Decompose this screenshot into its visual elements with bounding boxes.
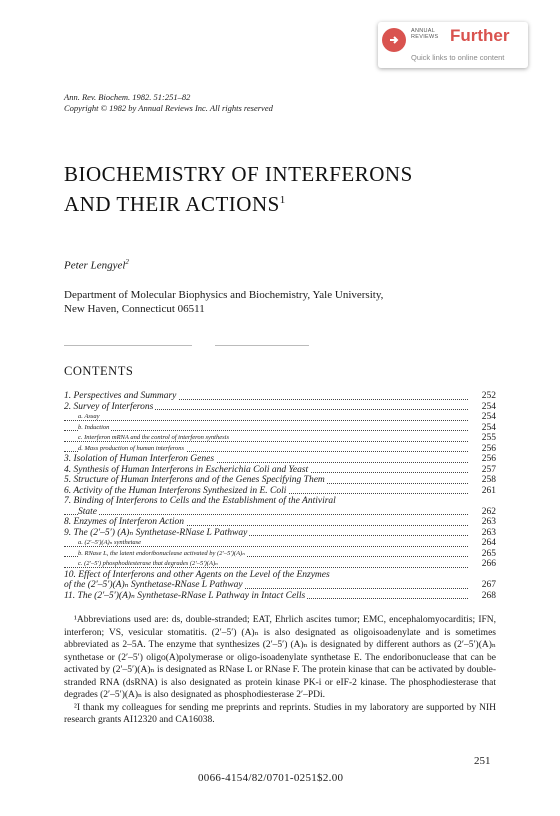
toc-entry (64, 465, 496, 476)
toc-entry (64, 454, 496, 465)
toc-entry-label: 9. The (2′–5′) (A)ₙ Synthetase-RNase L Pathway (64, 527, 248, 538)
toc-entry (64, 402, 496, 413)
toc-entry-label: 6. Activity of the Human Interferons Synthesized in E. Coli (64, 485, 287, 496)
toc-entry (64, 591, 496, 602)
toc-entry (64, 423, 496, 434)
toc-entry-page: 268 (474, 591, 496, 602)
quick-links-label: Quick links to online content (411, 53, 505, 62)
affiliation-line2: New Haven, Connecticut 06511 (64, 303, 205, 315)
toc-entry-page: 267 (474, 580, 496, 591)
toc-entry (64, 580, 496, 591)
toc-entry (64, 412, 496, 423)
toc-entry-label: 4. Synthesis of Human Interferons in Escherichia Coli and Yeast (64, 464, 309, 475)
toc-entry (64, 549, 496, 560)
toc-entry (64, 433, 496, 444)
toc-entry (64, 475, 496, 486)
toc-entry (64, 391, 496, 402)
toc-leader-dots (64, 430, 468, 431)
toc-entry (64, 507, 496, 518)
toc-entry (64, 496, 496, 507)
toc-entry (64, 559, 496, 570)
toc-entry (64, 570, 496, 581)
toc-entry (64, 486, 496, 497)
toc-entry-label: c. Interferon mRNA and the control of interferon synthesis (78, 434, 229, 441)
toc-leader-dots (64, 514, 468, 515)
table-of-contents (64, 391, 496, 601)
toc-entry-page: 263 (474, 517, 496, 528)
toc-entry (64, 538, 496, 549)
footnote-1: ¹Abbreviations used are: ds, double-stranded; EAT, Ehrlich ascites tumor; EMC, encephalomyocarditis; IFN, interferon; VS, vesicular stomatitis. (2′–5′) (A)ₙ is also designated as oligoisoadenylate and is sometimes abbreviated as 2–5A. The enzyme that synthesizes (2′–5′) (A)ₙ is designated by different authors as (2′–5′)(A)ₙ synthetase or (2′–5′) oligo(A)polymerase or oligo-isoadenylate synthetase E. The endoribonuclease that can be activated by (2′–5′)(A)ₙ is designated as RNase L or RNase F. The protein kinase that can be activated by double-stranded RNA (dsRNA) is also designated as protein kinase PK-i or eIF-2 kinase. The phosphodiesterase that degrades (2′–5′)(A)ₙ is also designated as phosphodiesterase 2′–PDi. (64, 615, 496, 700)
author-footnote-mark: 2 (125, 258, 129, 266)
toc-entry-label: a. Assay (78, 413, 100, 420)
toc-entry-label: a. (2′–5′)(A)ₙ synthetase (78, 539, 142, 546)
toc-entry-page: 258 (474, 475, 496, 486)
toc-entry-label: 3. Isolation of Human Interferon Genes (64, 454, 215, 464)
toc-entry-label: d. Mass production of human interferons (78, 444, 185, 452)
toc-entry-page: 264 (474, 538, 496, 549)
affiliation-line1: Department of Molecular Biophysics and Biochemistry, Yale University, (64, 289, 384, 301)
further-label: Further (450, 26, 510, 45)
divider-left (64, 345, 192, 346)
title-line2: AND THEIR ACTIONS (64, 192, 280, 216)
citation-line1: Ann. Rev. Biochem. 1982. 51:251–82 (64, 92, 191, 102)
toc-entry (64, 517, 496, 528)
affiliation (64, 288, 383, 316)
toc-entry (64, 444, 496, 455)
toc-entry-page: 263 (474, 528, 496, 539)
toc-entry-page: 252 (474, 391, 496, 402)
divider-right (215, 345, 309, 346)
toc-entry-page: 262 (474, 507, 496, 518)
further-banner[interactable] (378, 22, 528, 68)
toc-entry-label: of the (2′–5′)(A)ₙ Synthetase-RNase L Pathway (64, 580, 243, 590)
toc-entry-page: 265 (474, 549, 496, 560)
toc-entry-label: 7. Binding of Interferons to Cells and the Establishment of the Antiviral (64, 496, 336, 506)
toc-leader-dots (64, 420, 468, 421)
article-code: 0066-4154/82/0701-0251$2.00 (198, 772, 344, 784)
toc-entry (64, 528, 496, 539)
toc-entry-label: 2. Survey of Interferons (64, 401, 154, 412)
title-line1: BIOCHEMISTRY OF INTERFERONS (64, 162, 413, 186)
toc-entry-label: 5. Structure of Human Interferons and of the Genes Specifying Them (64, 475, 325, 485)
contents-heading: CONTENTS (64, 364, 134, 378)
toc-entry-page: 254 (474, 412, 496, 423)
toc-entry-page: 261 (474, 486, 496, 497)
annual-reviews-logo (411, 28, 438, 40)
toc-entry-label: 8. Enzymes of Interferon Action (64, 517, 185, 527)
article-title (64, 161, 413, 217)
toc-entry-page: 254 (474, 402, 496, 413)
toc-entry-page: 256 (474, 454, 496, 465)
author (64, 258, 129, 272)
toc-entry-page: 266 (474, 559, 496, 570)
footnote-2: ²I thank my colleagues for sending me preprints and reprints. Studies in my laboratory are supported by NIH research grants AI12320 and CA16038. (64, 702, 496, 725)
citation-line2: Copyright © 1982 by Annual Reviews Inc. All rights reserved (64, 103, 273, 113)
title-footnote-mark: 1 (279, 194, 286, 206)
toc-entry-page: 256 (474, 444, 496, 455)
toc-entry-page: 254 (474, 423, 496, 434)
page-number: 251 (474, 755, 491, 767)
toc-entry-label: b. Induction (78, 423, 110, 431)
toc-entry-label: State (78, 506, 97, 517)
toc-entry-label: c. (2′–5′) phosphodiesterase that degrades (2′–5′)(A)ₙ (78, 560, 218, 567)
toc-entry-label: 1. Perspectives and Summary (64, 391, 177, 401)
brand-line2: REVIEWS (411, 34, 439, 40)
toc-entry-page: 257 (474, 465, 496, 476)
toc-entry-label: b. RNase L, the latent endoribonuclease activated by (2′–5′)(A)ₙ (78, 549, 245, 557)
toc-entry-label: 10. Effect of Interferons and other Agents on the Level of the Enzymes (64, 569, 330, 580)
arrow-icon (382, 28, 406, 52)
brand-line1: ANNUAL (411, 28, 436, 34)
toc-entry-page: 255 (474, 433, 496, 444)
toc-entry-label: 11. The (2′–5′)(A)ₙ Synthetase-RNase L Pathway in Intact Cells (64, 590, 306, 601)
author-name: Peter Lengyel (64, 259, 126, 272)
footnotes (64, 614, 496, 727)
